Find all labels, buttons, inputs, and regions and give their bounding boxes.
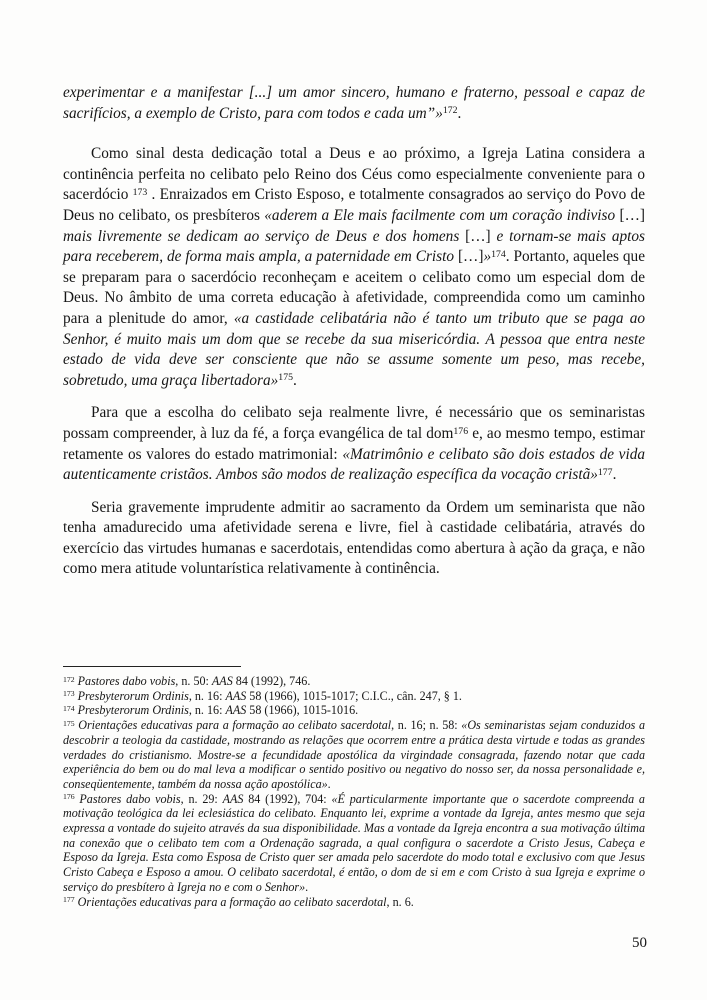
paragraph-quote-continuation: experimentar e a manifestar [...] um amor sincero, humano e fraterno, pessoal e capaz de sacrifícios, a exemplo de Cristo, para com todos e cada um”»$^{172}$. <box>63 84 645 122</box>
footnote-175: $^{175}$ Orientações educativas para a formação ao celibato sacerdotal, n. 16; n. 58: «Os seminaristas sejam conduzidos a descobrir a teologia da castidade, mostrando as relações que ocorrem entre a prática desta virtude e todas as grandes verdades do cristianismo. Mostre-se a fecundidade apostólica da virgindade consagrada, fazendo notar que cada experiência do bem ou do mal leva a modificar o sentido positivo ou negativo do nosso ser, da nossa personalidade e, conseqüentemente, também da nossa ação apostólica». <box>63 718 645 791</box>
page-number: 50 <box>632 935 647 951</box>
footnote-177: $^{177}$ Orientações educativas para a formação ao celibato sacerdotal, n. 6. <box>63 894 414 909</box>
footnote-separator <box>63 666 241 667</box>
paragraph: Seria gravemente imprudente admitir ao sacramento da Ordem um seminarista que não tenha amadurecido uma afetividade serena e livre, fiel à castidade celibatária, através do exercício das virtudes humanas e sacerdotais, entendidas como abertura à ação da graça, e não como mera atitude voluntarística relativamente à continência. <box>63 498 645 578</box>
footnotes-section <box>63 666 645 909</box>
footnote-173: $^{173}$ Presbyterorum Ordinis, n. 16: AAS 58 (1966), 1015-1017; C.I.C., cân. 247, § 1. <box>63 688 462 703</box>
paragraph: Para que a escolha do celibato seja realmente livre, é necessário que os seminaristas possam compreender, à luz da fé, a força evangélica de tal dom$^{176}$ e, ao mesmo tempo, estimar retamente os valores do estado matrimonial: «Matrimônio e celibato são dois estados de vida autenticamente cristãos. Ambos são modos de realização específica da vocação cristã»$^{177}$. <box>63 404 645 484</box>
footnote-176: $^{176}$ Pastores dabo vobis, n. 29: AAS 84 (1992), 704: «É particularmente importante que o sacerdote compreenda a motivação teológica da lei eclesiástica do celibato. Enquanto lei, exprime a vontade da Igreja, antes mesmo que seja expressa a vontade do sujeito através da sua disponibilidade. Mas a vontade da Igreja encontra a sua motivação última na conexão que o celibato tem com a Ordenação sagrada, a qual configura o sacerdote a Cristo Jesus, Cabeça e Esposo da Igreja. Esta como Esposa de Cristo quer ser amada pelo sacerdote do modo total e exclusivo com que Jesus Cristo Cabeça e Esposo a amou. O celibato sacerdotal, é então, o dom de si em e com Cristo à sua Igreja e exprime o serviço do presbítero à Igreja no e com o Senhor». <box>63 791 645 894</box>
paragraph: Como sinal desta dedicação total a Deus e ao próximo, a Igreja Latina considera a continência perfeita no celibato pelo Reino dos Céus como especialmente conveniente para o sacerdócio $^{173}$ . Enraizados em Cristo Esposo, e totalmente consagrados ao serviço do Povo de Deus no celibato, os presbíteros «aderem a Ele mais facilmente com um coração indiviso […] mais livremente se dedicam ao serviço de Deus e dos homens […] e tornam-se mais aptos para receberem, de forma mais ampla, a paternidade em Cristo […]»$^{174}$. Portanto, aqueles que se preparam para o sacerdócio reconheçam e aceitem o celibato como um especial dom de Deus. No âmbito de uma correta educação à afetividade, compreendida como um caminho para a plenitude do amor, «a castidade celibatária não é tanto um tributo que se paga ao Senhor, é muito mais um dom que se recebe da sua misericórdia. A pessoa que entra neste estado de vida deve ser consciente que não se assume somente um peso, mas recebe, sobretudo, uma graça libertadora»$^{175}$. <box>63 145 645 389</box>
footnote-174: $^{174}$ Presbyterorum Ordinis, n. 16: AAS 58 (1966), 1015-1016. <box>63 703 359 718</box>
footnote-172: $^{172}$ Pastores dabo vobis, n. 50: AAS 84 (1992), 746. <box>63 674 311 688</box>
main-text-block <box>63 83 645 592</box>
